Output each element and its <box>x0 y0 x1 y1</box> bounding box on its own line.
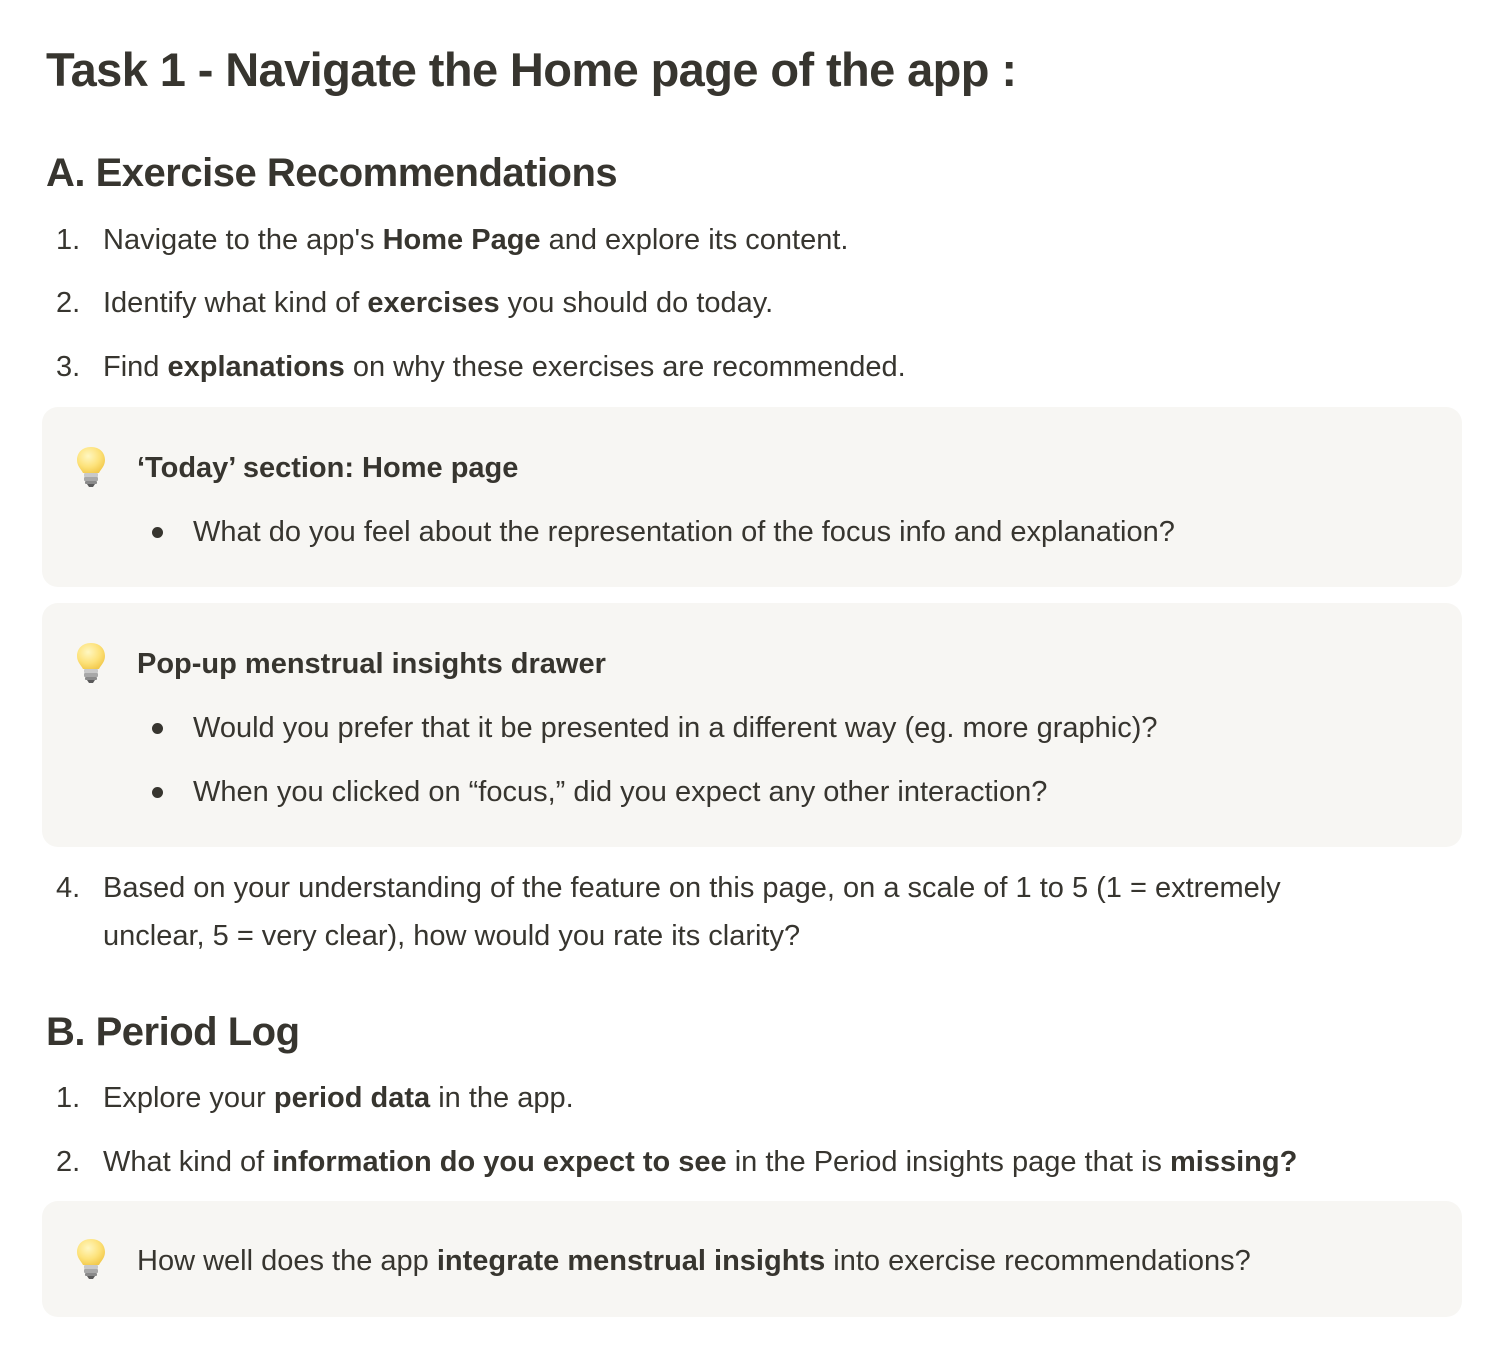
bullet-item: Would you prefer that it be presented in a different way (eg. more graphic)? <box>152 706 1158 750</box>
list-number: 4. <box>56 872 81 904</box>
list-number: 1. <box>56 224 81 256</box>
section-b-heading: B. Period Log <box>46 1010 300 1054</box>
lightbulb-icon <box>74 1237 108 1281</box>
bullet-item: What do you feel about the representation of the focus info and explanation? <box>152 510 1175 554</box>
list-item <box>56 1138 1456 1186</box>
bullet-dot <box>152 723 163 734</box>
callout-today-section <box>42 407 1462 587</box>
callout-title: Pop-up menstrual insights drawer <box>137 648 606 680</box>
list-text: Explore your period data in the app. <box>103 1082 574 1114</box>
callout-integration-question <box>42 1201 1462 1317</box>
bullet-dot <box>152 787 163 798</box>
list-text: What kind of information do you expect to see in the Period insights page that is missing? <box>103 1146 1298 1178</box>
list-number: 3. <box>56 351 81 383</box>
list-item <box>56 279 1456 327</box>
callout-text: How well does the app integrate menstrual insights into exercise recommendations? <box>137 1245 1251 1277</box>
list-item <box>56 216 1456 264</box>
page-title: Task 1 - Navigate the Home page of the app : <box>46 43 1017 96</box>
callout-title: ‘Today’ section: Home page <box>137 452 519 484</box>
list-item <box>56 343 1456 391</box>
list-text: Navigate to the app's Home Page and explore its content. <box>103 224 849 256</box>
bullet-item: When you clicked on “focus,” did you expect any other interaction? <box>152 770 1047 814</box>
list-number: 1. <box>56 1082 81 1114</box>
bullet-dot <box>152 527 163 538</box>
list-number: 2. <box>56 287 81 319</box>
list-item <box>56 1074 1456 1122</box>
list-item <box>56 864 1456 960</box>
callout-popup-drawer <box>42 603 1462 847</box>
lightbulb-icon <box>74 641 108 685</box>
list-text: Find explanations on why these exercises are recommended. <box>103 351 906 383</box>
list-number: 2. <box>56 1146 81 1178</box>
list-text: Identify what kind of exercises you should do today. <box>103 287 774 319</box>
section-a-heading: A. Exercise Recommendations <box>46 151 618 195</box>
lightbulb-icon <box>74 445 108 489</box>
list-text: Based on your understanding of the feature on this page, on a scale of 1 to 5 (1 = extremely unclear, 5 = very clear), how would you rate its clarity? <box>103 872 1281 952</box>
